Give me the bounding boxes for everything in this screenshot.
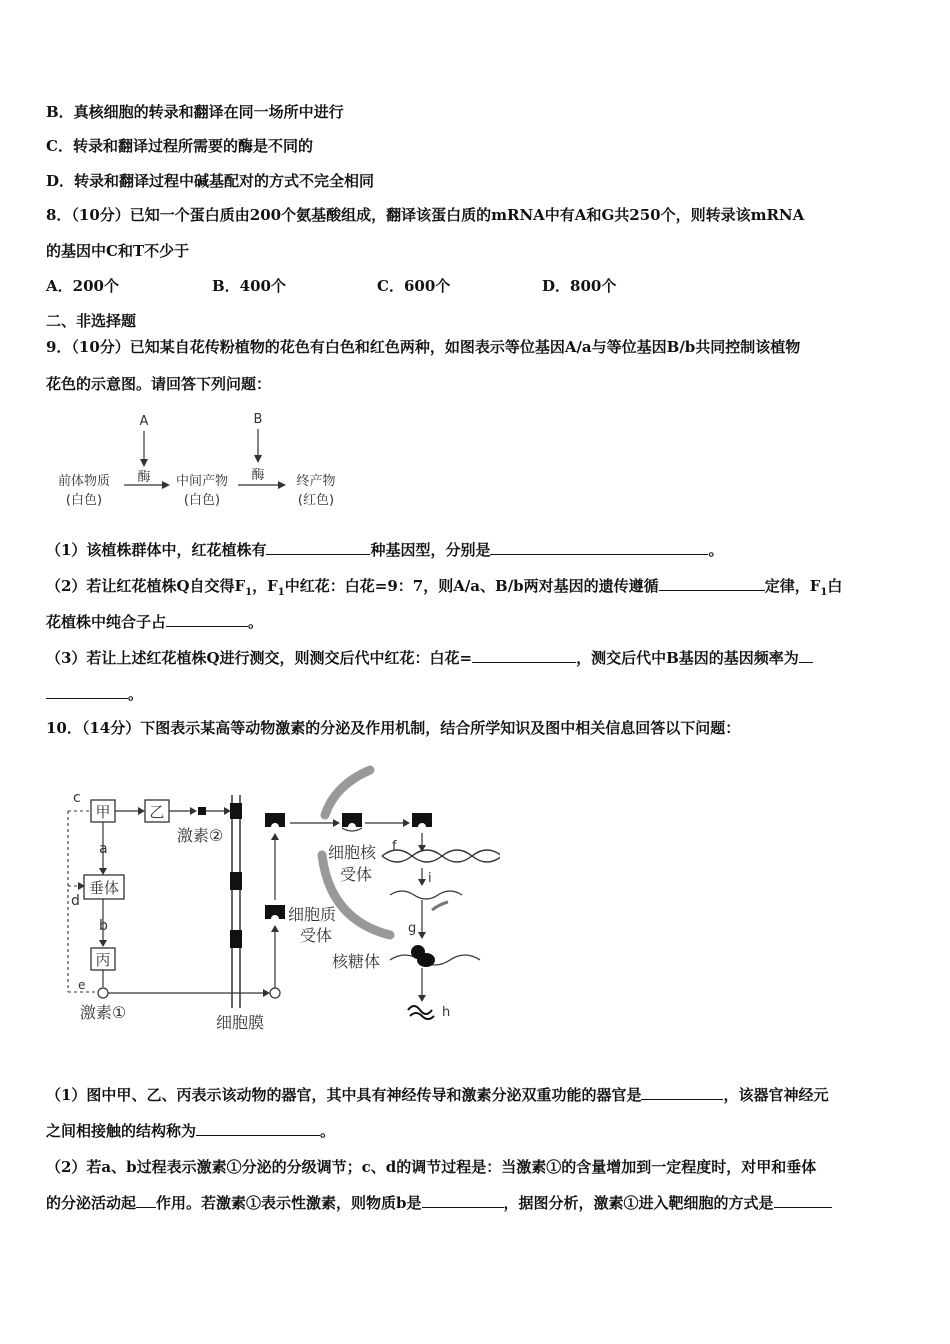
q9-part1 — [46, 540, 723, 560]
q10-part1-text-c: 之间相接触的结构称为 — [46, 1122, 197, 1140]
hormone1-label: 激素① — [79, 1003, 127, 1022]
label-h: h — [442, 1005, 451, 1020]
ribosome-label: 核糖体 — [331, 952, 380, 971]
organ-bing: 丙 — [95, 951, 111, 969]
q10-part2-line2 — [46, 1193, 832, 1213]
q9-part2-text-g: 。 — [248, 613, 264, 631]
cell-membrane-label: 细胞膜 — [215, 1013, 265, 1032]
q9-part2-line1 — [46, 576, 842, 603]
q9-part3-text-b: ，测交后代中B基因的基因频率为 — [576, 649, 799, 667]
q10-part1-text-b: ，该器官神经元 — [723, 1086, 829, 1104]
precursor-color: (白色) — [65, 493, 103, 508]
gene-a-label: A — [139, 414, 149, 429]
cytoplasm-receptor-label-2: 受体 — [300, 926, 333, 945]
label-i: i — [428, 871, 432, 886]
q7-option-c: C．转录和翻译过程所需要的酶是不同的 — [46, 137, 313, 155]
flower-color-pathway-diagram — [44, 405, 364, 515]
q9-part2-text-f: 花植株中纯合子占 — [46, 613, 167, 631]
precursor-label: 前体物质 — [57, 474, 111, 489]
label-g: g — [408, 921, 417, 936]
q9-part3-text-a: （3）若让上述红花植株Q进行测交，则测交后代中红花：白花= — [46, 649, 473, 667]
q9-part3-line2 — [46, 684, 143, 704]
answer-blank[interactable] — [136, 1193, 156, 1208]
cytoplasm-receptor-label-1: 细胞质 — [288, 905, 337, 924]
q9-part2-text-c: 中红花：白花=9：7，则A/a、B/b两对基因的遗传遵循 — [284, 577, 659, 595]
q8-stem-line2: 的基因中C和T不少于 — [46, 242, 190, 260]
final-product-label: 终产物 — [296, 474, 336, 489]
q9-stem-line2: 花色的示意图。请回答下列问题： — [46, 375, 272, 393]
q9-part1-text-b: 种基因型，分别是 — [370, 541, 491, 559]
intermediate-label: 中间产物 — [175, 474, 229, 489]
subscript: 1 — [277, 587, 285, 598]
q9-part2-line2 — [46, 612, 263, 632]
q8-option-d: D．800个 — [542, 277, 617, 295]
label-d: d — [71, 893, 80, 909]
q10-stem: 10．（14分）下图表示某高等动物激素的分泌及作用机制，结合所学知识及图中相关信息回答以下问题： — [46, 719, 741, 737]
answer-blank[interactable] — [641, 1085, 723, 1100]
answer-blank[interactable] — [659, 576, 765, 591]
answer-blank[interactable] — [266, 540, 370, 555]
gene-b-label: B — [253, 412, 263, 427]
answer-blank[interactable] — [490, 540, 708, 555]
answer-blank[interactable] — [472, 648, 576, 663]
q8-option-c: C．600个 — [377, 277, 451, 295]
q10-part1-text-d: 。 — [320, 1122, 336, 1140]
q9-part1-text-a: （1）该植株群体中，红花植株有 — [46, 541, 267, 559]
answer-blank[interactable] — [46, 684, 128, 699]
q9-stem-line1: 9．（10分）已知某自花传粉植物的花色有白色和红色两种，如图表示等位基因A/a与等位基因B/b共同控制该植物 — [46, 338, 801, 356]
label-c: c — [73, 790, 81, 806]
q8-option-b: B．400个 — [212, 277, 286, 295]
q10-part2-text-c: 作用。若激素①表示性激素，则物质b是 — [156, 1194, 422, 1212]
nuclear-receptor-label-2: 受体 — [340, 865, 373, 884]
q9-part2-text-b: ，F — [252, 577, 278, 595]
q9-part1-text-c: 。 — [708, 541, 724, 559]
hormone-mechanism-diagram — [60, 760, 500, 1050]
q9-part3-text-c: 。 — [128, 685, 144, 703]
q10-part1-line2 — [46, 1121, 335, 1141]
q9-part2-text-e: 白 — [827, 577, 843, 595]
q8-option-a: A．200个 — [46, 277, 119, 295]
enzyme-label-1: 酶 — [137, 470, 151, 485]
intermediate-color: (白色) — [183, 493, 221, 508]
q10-part2-line1: （2）若a、b过程表示激素①分泌的分级调节；c、d的调节过程是：当激素①的含量增加到一定程度时，对甲和垂体 — [46, 1158, 817, 1176]
q10-part1-text-a: （1）图中甲、乙、丙表示该动物的器官，其中具有神经传导和激素分泌双重功能的器官是 — [46, 1086, 642, 1104]
q10-part1-line1 — [46, 1085, 828, 1105]
answer-blank[interactable] — [774, 1193, 832, 1208]
final-product-color: (红色) — [297, 493, 335, 508]
subscript: 1 — [820, 587, 828, 598]
q7-option-d: D．转录和翻译过程中碱基配对的方式不完全相同 — [46, 172, 375, 190]
answer-blank[interactable] — [196, 1121, 320, 1136]
hormone2-label: 激素② — [176, 826, 224, 845]
answer-blank[interactable] — [166, 612, 248, 627]
organ-pituitary: 垂体 — [88, 879, 120, 897]
enzyme-label-2: 酶 — [251, 468, 265, 483]
subscript: 1 — [245, 587, 253, 598]
q9-part2-text-a: （2）若让红花植株Q自交得F — [46, 577, 246, 595]
answer-blank[interactable] — [799, 648, 813, 663]
q9-part2-text-d: 定律，F — [764, 577, 821, 595]
q9-part3-line1 — [46, 648, 813, 668]
q10-part2-text-b: 的分泌活动起 — [46, 1194, 137, 1212]
label-b: b — [99, 918, 108, 934]
section-heading: 二、非选择题 — [46, 312, 137, 330]
label-e: e — [78, 978, 86, 992]
organ-jia: 甲 — [95, 803, 111, 821]
q10-part2-text-d: ，据图分析，激素①进入靶细胞的方式是 — [503, 1194, 774, 1212]
label-f: f — [392, 839, 397, 854]
nuclear-receptor-label-1: 细胞核 — [328, 843, 377, 862]
answer-blank[interactable] — [422, 1193, 504, 1208]
label-a: a — [99, 841, 108, 857]
organ-yi: 乙 — [149, 803, 165, 821]
q8-stem-line1: 8．（10分）已知一个蛋白质由200个氨基酸组成，翻译该蛋白质的mRNA中有A和G共250个，则转录该mRNA — [46, 206, 805, 224]
q7-option-b: B．真核细胞的转录和翻译在同一场所中进行 — [46, 103, 344, 121]
